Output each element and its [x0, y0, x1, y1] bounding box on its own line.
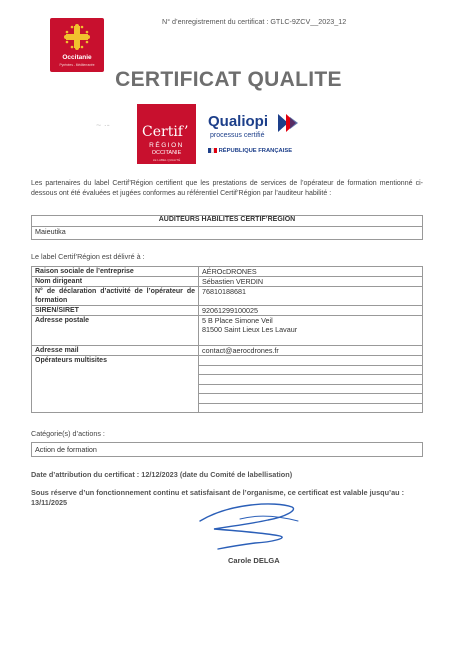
occitan-cross-icon: [64, 24, 90, 50]
flag-red: [214, 148, 217, 153]
table-row: [32, 316, 423, 346]
multisite-empty-row: [199, 375, 423, 385]
adresse-label: Adresse postale: [32, 316, 199, 346]
certif-logo-tagline: LE LABEL QUALITÉ: [152, 158, 181, 162]
table-row: [32, 287, 423, 306]
certif-logo-region: RÉGION: [149, 142, 184, 149]
declaration-value: 76810188681: [199, 287, 423, 306]
table-row: [32, 277, 423, 287]
table-row: [32, 356, 423, 366]
certif-logo-occitanie: OCCITANIE: [151, 150, 182, 156]
table-row: [32, 346, 423, 356]
multisite-empty-row: [199, 365, 423, 375]
signature: [180, 493, 330, 563]
validity-text: Sous réserve d’un fonctionnement continu et satisfaisant de l’organisme, ce certificat est valable jusqu’au : 13/11/2025: [31, 488, 405, 507]
multisite-empty-row: [199, 356, 423, 366]
siren-label: SIREN/SIRET: [32, 306, 199, 316]
mail-label: Adresse mail: [32, 346, 199, 356]
label-delivered-text: Le label Certif’Région est délivré à :: [31, 252, 145, 261]
auditors-table: [31, 215, 423, 240]
occitanie-logo-subtext: Pyrénées - Méditerranée: [59, 63, 95, 67]
faint-mark: ~ ·-: [96, 120, 110, 130]
action-category: Action de formation: [32, 443, 423, 457]
republique-text: RÉPUBLIQUE FRANÇAISE: [218, 148, 293, 154]
page-title: CERTIFICAT QUALITE: [115, 68, 342, 91]
table-row: [32, 306, 423, 316]
multisites-label: Opérateurs multisites: [32, 356, 199, 413]
table-row: [32, 267, 423, 277]
dirigeant-value: Sébastien VERDIN: [199, 277, 423, 287]
multisite-empty-row: [199, 384, 423, 394]
certif-logo-title: Certif’: [142, 124, 189, 140]
attribution-date: Date d’attribution du certificat : 12/12/2023 (date du Comité de labellisation): [31, 470, 293, 479]
occitanie-logo: [50, 18, 104, 72]
qualiopi-subtitle: processus certifié: [210, 132, 265, 139]
qualiopi-arrow-icon: [276, 112, 302, 134]
company-info-table: [31, 266, 423, 413]
actions-table: [31, 442, 423, 457]
raison-sociale-label: Raison sociale de l’entreprise: [32, 267, 199, 277]
categories-label: Catégorie(s) d’actions :: [31, 429, 105, 438]
intro-paragraph: Les partenaires du label Certif’Région certifient que les prestations de services de l’opérateur de formation mentionné ci-dessous ont été évaluées et jugées conformes au référentiel Certif’Région par l’auditeur habilité :: [31, 180, 423, 197]
raison-sociale-value: AÉROcDRONES: [199, 267, 423, 277]
certif-region-logo: [137, 104, 196, 164]
siren-value: 92061299100025: [199, 306, 423, 316]
declaration-label: N° de déclaration d’activité de l’opérateur de formation: [32, 287, 199, 306]
adresse-value: [199, 316, 423, 346]
registration-number: N° d’enregistrement du certificat : GTLC-9ZCV__2023_12: [162, 17, 347, 26]
auditor-name: Maieutika: [32, 227, 423, 240]
multisite-empty-row: [199, 403, 423, 413]
adresse-line-1: 5 B Place Simone Veil: [202, 316, 273, 325]
mail-value: contact@aerocdrones.fr: [199, 346, 423, 356]
occitanie-logo-text: Occitanie: [62, 54, 92, 61]
auditors-header: AUDITEURS HABILITES CERTIF’REGION: [32, 216, 423, 227]
adresse-line-2: 81500 Saint Lieux Les Lavaur: [202, 325, 298, 334]
qualiopi-logo-text: Qualiopi: [208, 113, 268, 130]
multisite-empty-row: [199, 394, 423, 404]
dirigeant-label: Nom dirigeant: [32, 277, 199, 287]
republique-francaise: [208, 148, 292, 154]
signer-name: Carole DELGA: [228, 556, 280, 565]
